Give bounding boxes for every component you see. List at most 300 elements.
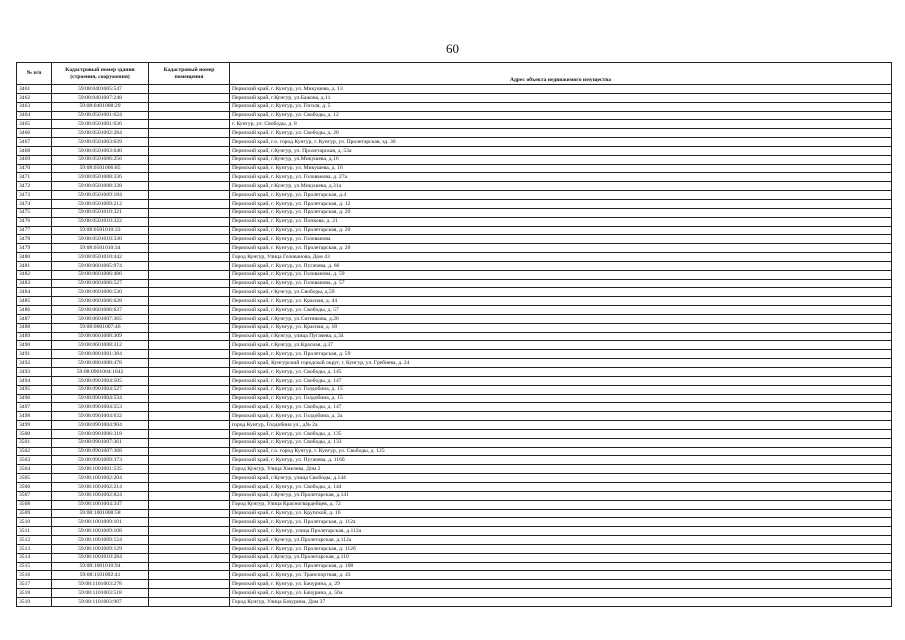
row-index-cell: 3489 (17, 332, 52, 341)
address-cell: Пермский край, г. Кунгур, ул. Голдобина, д. 15 (230, 385, 892, 394)
premises-cadastral-number-cell (149, 146, 230, 155)
table-row (17, 306, 892, 315)
table-row (17, 500, 892, 509)
building-cadastral-number-cell: 59:08:0601007:365 (52, 314, 149, 323)
building-cadastral-number-cell: 59:08:0401005:547 (52, 85, 149, 94)
premises-cadastral-number-cell (149, 589, 230, 598)
table-row (17, 129, 892, 138)
table-row (17, 376, 892, 385)
table-row (17, 111, 892, 120)
table-row (17, 474, 892, 483)
table-row (17, 146, 892, 155)
address-cell: Пермский край, г.Кунгур, улица Пугачева, д.34 (230, 332, 892, 341)
table-row (17, 191, 892, 200)
table-row (17, 394, 892, 403)
address-cell: Пермский край, г. Кунгур, ул. Пролетарская, д. 59 (230, 350, 892, 359)
row-index-cell: 3469 (17, 155, 52, 164)
row-index-cell: 3498 (17, 412, 52, 421)
premises-cadastral-number-cell (149, 279, 230, 288)
row-index-cell: 3475 (17, 208, 52, 217)
premises-cadastral-number-cell (149, 403, 230, 412)
table-row (17, 323, 892, 332)
premises-cadastral-number-cell (149, 288, 230, 297)
premises-cadastral-number-cell (149, 155, 230, 164)
address-cell: Пермский край, г. Кунгур, ул. Пролетарская, д. 108 (230, 562, 892, 571)
building-cadastral-number-cell: 59:08:0501008:336 (52, 173, 149, 182)
address-cell: Пермский край, г. Кунгур, ул. Пролетарская, д.4 (230, 191, 892, 200)
table-row (17, 509, 892, 518)
premises-cadastral-number-cell (149, 173, 230, 182)
premises-cadastral-number-cell (149, 518, 230, 527)
table-row (17, 597, 892, 606)
row-index-cell: 3463 (17, 102, 52, 111)
row-index-cell: 3491 (17, 350, 52, 359)
building-cadastral-number-cell: 59:08:0601006:527 (52, 279, 149, 288)
row-index-cell: 3466 (17, 129, 52, 138)
premises-cadastral-number-cell (149, 491, 230, 500)
table-row (17, 368, 892, 377)
row-index-cell: 3507 (17, 491, 52, 500)
row-index-cell: 3476 (17, 217, 52, 226)
table-row (17, 385, 892, 394)
building-cadastral-number-cell: 59:08:0501001:636 (52, 120, 149, 129)
row-index-cell: 3515 (17, 562, 52, 571)
row-index-cell: 3470 (17, 164, 52, 173)
address-cell: Пермский край, г. Кунгур, ул. Гоголя, д. 5 (230, 102, 892, 111)
row-index-cell: 3506 (17, 482, 52, 491)
table-row (17, 562, 892, 571)
address-cell: Пермский край, г.о. город Кунгур, г. Кунгур, ул. Свободы, д. 125 (230, 447, 892, 456)
row-index-cell: 3513 (17, 544, 52, 553)
premises-cadastral-number-cell (149, 412, 230, 421)
row-index-cell: 3487 (17, 314, 52, 323)
building-cadastral-number-cell: 59:08:0601006:628 (52, 297, 149, 306)
address-cell: Пермский край, г. Кунгур, ул. Свободы, д. 147 (230, 376, 892, 385)
address-cell: Пермский край, г.о. город Кунгур, г. Кунгур, ул. Пролетарская, зд. 30 (230, 138, 892, 147)
address-cell: Пермский край, г. Кунгур, ул. Свободы, д. 144 (230, 482, 892, 491)
address-cell: Пермский край, г.Кунгур, улица Свободы, д.144 (230, 474, 892, 483)
table-row (17, 244, 892, 253)
premises-cadastral-number-cell (149, 350, 230, 359)
table-row (17, 527, 892, 536)
table-header (17, 63, 892, 85)
row-index-cell: 3496 (17, 394, 52, 403)
building-cadastral-number-cell: 59:08:0501009:184 (52, 191, 149, 200)
premises-cadastral-number-cell (149, 191, 230, 200)
premises-cadastral-number-cell (149, 359, 230, 368)
table-row (17, 164, 892, 173)
building-cadastral-number-cell: 59:08:0901004:904 (52, 421, 149, 430)
building-cadastral-number-cell: 59:08:0601007:46 (52, 323, 149, 332)
row-index-cell: 3494 (17, 376, 52, 385)
address-cell: Пермский край, г.Кунгур, ул.Пролетарская, д.112а (230, 536, 892, 545)
premises-cadastral-number-cell (149, 580, 230, 589)
address-cell: г. Кунгур, ул. Свободы, д. 8 (230, 120, 892, 129)
premises-cadastral-number-cell (149, 553, 230, 562)
building-cadastral-number-cell: 59:08:1001008:58 (52, 509, 149, 518)
building-cadastral-number-cell: 59:08:1001009:101 (52, 518, 149, 527)
table-row (17, 589, 892, 598)
building-cadastral-number-cell: 59:08:0801001:384 (52, 350, 149, 359)
building-cadastral-number-cell: 59:08:0601006:530 (52, 288, 149, 297)
table-row (17, 253, 892, 262)
table-row (17, 447, 892, 456)
building-cadastral-number-cell: 59:08:0801008:478 (52, 359, 149, 368)
address-cell: Пермский край, г. Кунгур, ул. Пролетарская, д. 112а (230, 518, 892, 527)
building-cadastral-number-cell: 59:08:0501010:34 (52, 244, 149, 253)
header-row (17, 63, 892, 85)
building-cadastral-number-cell: 59:08:1101002:41 (52, 571, 149, 580)
row-index-cell: 3473 (17, 191, 52, 200)
table-row (17, 421, 892, 430)
address-cell: Пермский край, г. Кунгур, ул. Голдобина, д. 15 (230, 394, 892, 403)
building-cadastral-number-cell: 59:08:1001009:108 (52, 527, 149, 536)
table-body (17, 85, 892, 607)
header-premises-cadastral-number: Кадастровый номер помещения (149, 63, 230, 85)
table-row (17, 93, 892, 102)
premises-cadastral-number-cell (149, 597, 230, 606)
premises-cadastral-number-cell (149, 376, 230, 385)
row-index-cell: 3462 (17, 93, 52, 102)
premises-cadastral-number-cell (149, 323, 230, 332)
address-cell: Пермский край, г. Кунгур, ул. Голованова (230, 235, 892, 244)
building-cadastral-number-cell: 59:08:0401007:248 (52, 93, 149, 102)
row-index-cell: 3464 (17, 111, 52, 120)
building-cadastral-number-cell: 59:08:1001004:347 (52, 500, 149, 509)
premises-cadastral-number-cell (149, 385, 230, 394)
building-cadastral-number-cell: 59:08:1101003:518 (52, 589, 149, 598)
building-cadastral-number-cell: 59:08:1001010:94 (52, 562, 149, 571)
row-index-cell: 3482 (17, 270, 52, 279)
premises-cadastral-number-cell (149, 544, 230, 553)
building-cadastral-number-cell: 59:08:0901007:368 (52, 447, 149, 456)
address-cell: Пермский край, Кунгурский городской округ, г. Кунгур, ул. Гребнева, д. 24 (230, 359, 892, 368)
address-cell: Пермский край, г. Кунгур, ул. Бачурина, д. 56а (230, 589, 892, 598)
row-index-cell: 3516 (17, 571, 52, 580)
premises-cadastral-number-cell (149, 306, 230, 315)
row-index-cell: 3504 (17, 465, 52, 474)
table-row (17, 456, 892, 465)
building-cadastral-number-cell: 59:08:0501003:640 (52, 146, 149, 155)
row-index-cell: 3483 (17, 279, 52, 288)
row-index-cell: 3467 (17, 138, 52, 147)
building-cadastral-number-cell: 59:08:0901004:632 (52, 412, 149, 421)
address-cell: Пермский край, г. Кунгур, ул. Свободы, д. 28 (230, 129, 892, 138)
premises-cadastral-number-cell (149, 208, 230, 217)
building-cadastral-number-cell: 59:08:0501008:338 (52, 182, 149, 191)
table-row (17, 261, 892, 270)
row-index-cell: 3500 (17, 429, 52, 438)
building-cadastral-number-cell: 59:08:0901004:505 (52, 376, 149, 385)
table-row (17, 217, 892, 226)
premises-cadastral-number-cell (149, 536, 230, 545)
premises-cadastral-number-cell (149, 438, 230, 447)
address-cell: Пермский край, г.Кунгур, ул. Пролетарская, д. 53а (230, 146, 892, 155)
table-row (17, 571, 892, 580)
premises-cadastral-number-cell (149, 120, 230, 129)
header-index: № п/п (17, 63, 52, 85)
table-row (17, 270, 892, 279)
row-index-cell: 3495 (17, 385, 52, 394)
premises-cadastral-number-cell (149, 314, 230, 323)
building-cadastral-number-cell: 59:08:1001002:214 (52, 482, 149, 491)
address-cell: Пермский край, г. Кунгур, ул. Свободы, д. 57 (230, 306, 892, 315)
building-cadastral-number-cell: 59:08:0501010:321 (52, 208, 149, 217)
building-cadastral-number-cell: 59:08:0901009:373 (52, 456, 149, 465)
table-row (17, 279, 892, 288)
building-cadastral-number-cell: 59:08:0501010:33 (52, 226, 149, 235)
table-row (17, 173, 892, 182)
address-cell: Пермский край, г. Кунгур, ул. Красная, д. 18 (230, 323, 892, 332)
premises-cadastral-number-cell (149, 527, 230, 536)
row-index-cell: 3485 (17, 297, 52, 306)
building-cadastral-number-cell: 59:08:0601008:312 (52, 341, 149, 350)
address-cell: Пермский край, г. Кунгур, ул. Транспортная, д. 43 (230, 571, 892, 580)
address-cell: Пермский край, г. Кунгур, ул. Свободы, д. 135 (230, 429, 892, 438)
table-row (17, 314, 892, 323)
building-cadastral-number-cell: 59:08:0901004:1042 (52, 368, 149, 377)
premises-cadastral-number-cell (149, 261, 230, 270)
address-cell: Пермский край, г.Кунгур, ул.Пролетарская, д.110 (230, 553, 892, 562)
building-cadastral-number-cell: 59:08:0501006:85 (52, 164, 149, 173)
premises-cadastral-number-cell (149, 111, 230, 120)
building-cadastral-number-cell: 59:08:1001002:824 (52, 491, 149, 500)
table-row (17, 288, 892, 297)
address-cell: Пермский край, г.Кунгур, ул.Микушева, д.16 (230, 155, 892, 164)
premises-cadastral-number-cell (149, 102, 230, 111)
table-row (17, 102, 892, 111)
premises-cadastral-number-cell (149, 447, 230, 456)
premises-cadastral-number-cell (149, 456, 230, 465)
address-cell: Пермский край, г. Кунгур, ул. Свободы, д. 12 (230, 111, 892, 120)
address-cell: Пермский край, г. Кунгур, ул. Микушева, д. 13 (230, 85, 892, 94)
premises-cadastral-number-cell (149, 270, 230, 279)
table-row (17, 482, 892, 491)
address-cell: Пермский край, г. Кунгур, улица Пролетарская, д.112а (230, 527, 892, 536)
table-row (17, 580, 892, 589)
row-index-cell: 3510 (17, 518, 52, 527)
address-cell: Город Кунгур, Улица Бачурина, Дом 37 (230, 597, 892, 606)
address-cell: Город Кунгур, Улица Красногвардейцев, д. 72 (230, 500, 892, 509)
address-cell: Пермский край, г. Кунгур, ул. Свободы, д. 145 (230, 368, 892, 377)
address-cell: Город Кунгур, Улица Хмелева, Дом 2 (230, 465, 892, 474)
registry-table (16, 62, 892, 607)
address-cell: Пермский край, г. Кунгур, ул. Голдобина, д. 2а (230, 412, 892, 421)
table-row (17, 341, 892, 350)
row-index-cell: 3511 (17, 527, 52, 536)
building-cadastral-number-cell: 59:08:0601005:974 (52, 261, 149, 270)
premises-cadastral-number-cell (149, 474, 230, 483)
address-cell: Пермский край, г. Кунгур, ул. Крупской, д. 16 (230, 509, 892, 518)
address-cell: Пермский край, г.Кунгур, ул.Микушева, д.31а (230, 182, 892, 191)
building-cadastral-number-cell: 59:08:0401008:20 (52, 102, 149, 111)
building-cadastral-number-cell: 59:08:1001010:284 (52, 553, 149, 562)
address-cell: Пермский край, г. Кунгур, ул. Пролетарская, д. 20 (230, 226, 892, 235)
premises-cadastral-number-cell (149, 138, 230, 147)
table-row (17, 536, 892, 545)
building-cadastral-number-cell: 59:08:1001009:124 (52, 536, 149, 545)
building-cadastral-number-cell: 59:08:0501002:284 (52, 129, 149, 138)
table-row (17, 199, 892, 208)
row-index-cell: 3486 (17, 306, 52, 315)
premises-cadastral-number-cell (149, 394, 230, 403)
building-cadastral-number-cell: 59:08:1101003:907 (52, 597, 149, 606)
building-cadastral-number-cell: 59:08:0901004:527 (52, 385, 149, 394)
premises-cadastral-number-cell (149, 482, 230, 491)
building-cadastral-number-cell: 59:08:0501001:624 (52, 111, 149, 120)
premises-cadastral-number-cell (149, 199, 230, 208)
row-index-cell: 3478 (17, 235, 52, 244)
row-index-cell: 3509 (17, 509, 52, 518)
table-row (17, 182, 892, 191)
building-cadastral-number-cell: 59:08:0601006:637 (52, 306, 149, 315)
row-index-cell: 3472 (17, 182, 52, 191)
address-cell: Пермский край, г.Кунгур, ул.Бажова, д.11 (230, 93, 892, 102)
row-index-cell: 3517 (17, 580, 52, 589)
address-cell: Пермский край, г. Кунгур, ул. Пролетарская, д. 20 (230, 244, 892, 253)
row-index-cell: 3518 (17, 589, 52, 598)
table-row (17, 544, 892, 553)
premises-cadastral-number-cell (149, 368, 230, 377)
table-row (17, 403, 892, 412)
row-index-cell: 3499 (17, 421, 52, 430)
table-row (17, 518, 892, 527)
premises-cadastral-number-cell (149, 235, 230, 244)
table-row (17, 491, 892, 500)
premises-cadastral-number-cell (149, 332, 230, 341)
row-index-cell: 3508 (17, 500, 52, 509)
building-cadastral-number-cell: 59:08:0901007:361 (52, 438, 149, 447)
address-cell: Пермский край, г. Кунгур, ул. Голованова, д. 57 (230, 279, 892, 288)
premises-cadastral-number-cell (149, 465, 230, 474)
building-cadastral-number-cell: 59:08:0901006:318 (52, 429, 149, 438)
building-cadastral-number-cell: 59:08:0501010:442 (52, 253, 149, 262)
row-index-cell: 3477 (17, 226, 52, 235)
address-cell: Пермский край, г.Кунгур, ул.Пролетарская, д.141 (230, 491, 892, 500)
row-index-cell: 3492 (17, 359, 52, 368)
premises-cadastral-number-cell (149, 429, 230, 438)
address-cell: Пермский край, г. Кунгур, ул. Пролетарская, д. 12 (230, 199, 892, 208)
table-row (17, 155, 892, 164)
address-cell: Пермский край, г. Кунгур, ул. Пугачева, д. 66 (230, 261, 892, 270)
row-index-cell: 3474 (17, 199, 52, 208)
row-index-cell: 3490 (17, 341, 52, 350)
row-index-cell: 3461 (17, 85, 52, 94)
address-cell: Пермский край, г.Кунгур, ул.Красная, д.37 (230, 341, 892, 350)
table-row (17, 359, 892, 368)
header-address: Адрес объекта недвижимого имущества (230, 63, 892, 85)
table-row (17, 226, 892, 235)
row-index-cell: 3465 (17, 120, 52, 129)
building-cadastral-number-cell: 59:08:1001002:204 (52, 474, 149, 483)
table-row (17, 412, 892, 421)
row-index-cell: 3501 (17, 438, 52, 447)
address-cell: Пермский край, г. Кунгур, ул. Голованова, д. 59 (230, 270, 892, 279)
row-index-cell: 3481 (17, 261, 52, 270)
address-cell: город Кунгур, Голдобина ул., д№ 2а (230, 421, 892, 430)
address-cell: Пермский край, г. Кунгур, ул. Попкова, д. 21 (230, 217, 892, 226)
header-building-cadastral-number: Кадастровый номер здания (строения, сооружения) (52, 63, 149, 85)
premises-cadastral-number-cell (149, 509, 230, 518)
address-cell: Пермский край, г. Кунгур, ул. Свободы, д. 133 (230, 438, 892, 447)
table-row (17, 438, 892, 447)
premises-cadastral-number-cell (149, 571, 230, 580)
building-cadastral-number-cell: 59:08:0601006:486 (52, 270, 149, 279)
table-row (17, 235, 892, 244)
address-cell: Пермский край, г. Кунгур, ул. Красная, д. 44 (230, 297, 892, 306)
table-row (17, 297, 892, 306)
premises-cadastral-number-cell (149, 244, 230, 253)
address-cell: Пермский край, г. Кунгур, ул. Свободы, д. 147 (230, 403, 892, 412)
premises-cadastral-number-cell (149, 182, 230, 191)
premises-cadastral-number-cell (149, 85, 230, 94)
row-index-cell: 3488 (17, 323, 52, 332)
table-row (17, 465, 892, 474)
row-index-cell: 3484 (17, 288, 52, 297)
premises-cadastral-number-cell (149, 297, 230, 306)
premises-cadastral-number-cell (149, 164, 230, 173)
premises-cadastral-number-cell (149, 93, 230, 102)
address-cell: Пермский край, г. Кунгур, ул. Пролетарская, д. 20 (230, 208, 892, 217)
premises-cadastral-number-cell (149, 217, 230, 226)
row-index-cell: 3514 (17, 553, 52, 562)
table-row (17, 553, 892, 562)
premises-cadastral-number-cell (149, 500, 230, 509)
address-cell: Пермский край, г.Кунгур, ул.Свободы, д.59 (230, 288, 892, 297)
building-cadastral-number-cell: 59:08:0501009:212 (52, 199, 149, 208)
row-index-cell: 3497 (17, 403, 52, 412)
premises-cadastral-number-cell (149, 341, 230, 350)
row-index-cell: 3479 (17, 244, 52, 253)
premises-cadastral-number-cell (149, 226, 230, 235)
page-number: 60 (446, 41, 459, 56)
row-index-cell: 3493 (17, 368, 52, 377)
row-index-cell: 3502 (17, 447, 52, 456)
row-index-cell: 3468 (17, 146, 52, 155)
building-cadastral-number-cell: 59:08:1101003:278 (52, 580, 149, 589)
premises-cadastral-number-cell (149, 129, 230, 138)
table-row (17, 350, 892, 359)
building-cadastral-number-cell: 59:08:0501010:322 (52, 217, 149, 226)
address-cell: Пермский край, г. Кунгур, ул. Голованова, д. 27а (230, 173, 892, 182)
row-index-cell: 3512 (17, 536, 52, 545)
address-cell: Пермский край, г. Кунгур, ул. Бачурина, д. 29 (230, 580, 892, 589)
building-cadastral-number-cell: 59:08:1001001:535 (52, 465, 149, 474)
building-cadastral-number-cell: 59:08:0501003:639 (52, 138, 149, 147)
building-cadastral-number-cell: 59:08:1001009:129 (52, 544, 149, 553)
address-cell: Пермский край, г. Кунгур, ул. Пугачева, д. 116б (230, 456, 892, 465)
row-index-cell: 3471 (17, 173, 52, 182)
building-cadastral-number-cell: 59:08:0501010:330 (52, 235, 149, 244)
table-row (17, 120, 892, 129)
address-cell: Пермский край, г.Кунгур, ул.Ситникова, д.26 (230, 314, 892, 323)
premises-cadastral-number-cell (149, 421, 230, 430)
row-index-cell: 3519 (17, 597, 52, 606)
table-row (17, 429, 892, 438)
address-cell: Город Кунгур, Улица Голованова, Дом 43 (230, 253, 892, 262)
building-cadastral-number-cell: 59:08:0601008:309 (52, 332, 149, 341)
row-index-cell: 3503 (17, 456, 52, 465)
address-cell: Пермский край, г. Кунгур, ул. Пролетарская, д. 112б (230, 544, 892, 553)
premises-cadastral-number-cell (149, 253, 230, 262)
premises-cadastral-number-cell (149, 562, 230, 571)
building-cadastral-number-cell: 59:08:0901004:553 (52, 403, 149, 412)
row-index-cell: 3505 (17, 474, 52, 483)
table-row (17, 85, 892, 94)
building-cadastral-number-cell: 59:08:0501006:256 (52, 155, 149, 164)
table-row (17, 332, 892, 341)
address-cell: Пермский край, г. Кунгур, ул. Микушева, д. 16 (230, 164, 892, 173)
